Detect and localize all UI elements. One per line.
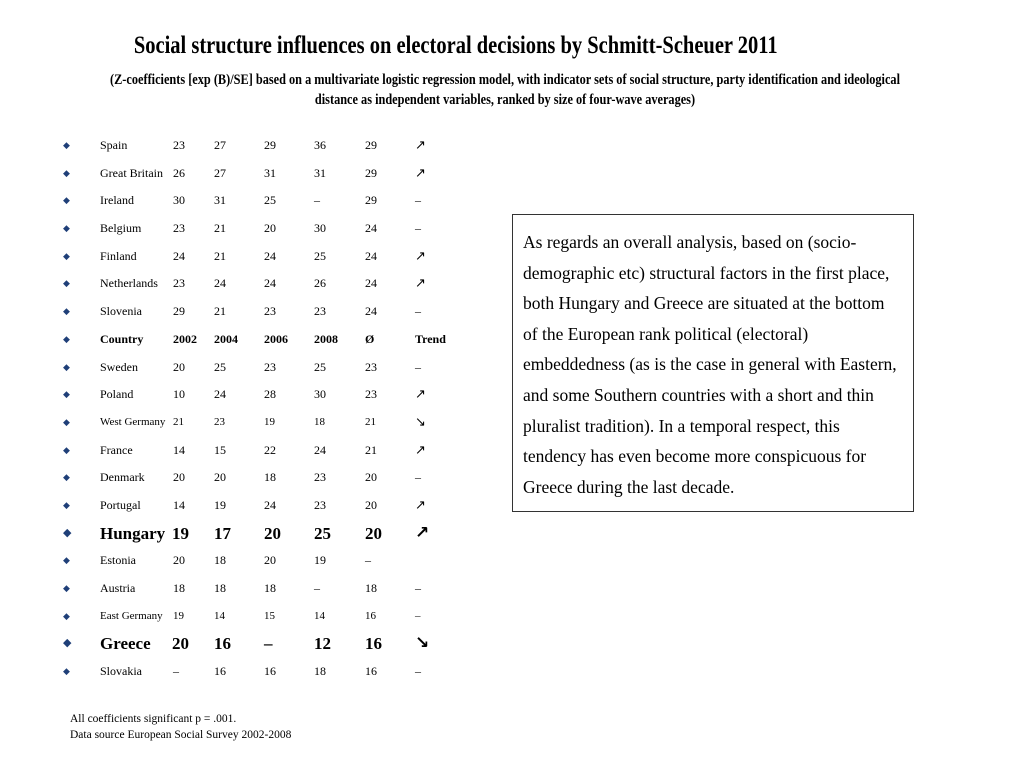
value-cell: 18 xyxy=(214,581,226,595)
trend-up-icon: ↗ xyxy=(415,165,426,181)
value-cell: 20 xyxy=(172,634,189,654)
country-table xyxy=(0,132,470,686)
country-name: Finland xyxy=(100,248,137,263)
value-cell: – xyxy=(314,193,320,208)
value-cell: – xyxy=(264,634,273,654)
value-cell: 23 xyxy=(314,497,326,512)
value-cell: 23 xyxy=(214,415,225,428)
trend-up-icon: ↗ xyxy=(415,138,426,153)
value-cell: 2006 xyxy=(264,331,288,346)
value-cell: 25 xyxy=(264,193,276,208)
value-cell: 30 xyxy=(314,221,326,236)
value-cell: 29 xyxy=(365,193,377,208)
value-cell: 24 xyxy=(365,304,377,319)
value-cell: – xyxy=(365,553,371,568)
trend-up-icon: ↗ xyxy=(415,442,426,458)
value-cell: 25 xyxy=(314,248,326,263)
country-name: Sweden xyxy=(100,359,138,374)
value-cell: 25 xyxy=(314,523,331,543)
bullet-icon: ◆ xyxy=(63,278,70,289)
trend-cell: – xyxy=(415,470,421,485)
bullet-icon: ◆ xyxy=(63,333,70,344)
trend-cell: – xyxy=(415,609,421,622)
value-cell: 27 xyxy=(214,165,226,180)
trend-cell: – xyxy=(415,359,421,374)
value-cell: 27 xyxy=(214,138,226,152)
bullet-icon: ◆ xyxy=(63,361,70,372)
value-cell: 23 xyxy=(314,304,326,319)
value-cell: 20 xyxy=(264,523,281,543)
value-cell: – xyxy=(173,664,179,679)
value-cell: 21 xyxy=(173,415,184,428)
value-cell: 24 xyxy=(365,248,377,263)
value-cell: 19 xyxy=(172,523,189,543)
country-name: Estonia xyxy=(100,553,136,568)
slide-title: Social structure influences on electoral decisions by Schmitt-Scheuer 2011 xyxy=(133,32,778,59)
trend-cell: – xyxy=(415,221,421,236)
analysis-note: As regards an overall analysis, based on (socio-demographic etc) structural factors in the first place, both Hungary and Greece are situated at the bottom of the European rank political (electoral) embeddedness (as is the case in general with Eastern, and some Southern countries with a short and thin pluralist tradition). In a temporal respect, this tendency has even become more conspicuous for Greece during the last decade. xyxy=(512,214,914,512)
table-row-greece xyxy=(0,630,470,658)
footnote-significance: All coefficients significant p = .001. xyxy=(70,713,237,725)
trend-cell: – xyxy=(415,581,421,595)
bullet-icon: ◆ xyxy=(63,499,70,510)
value-cell: 24 xyxy=(214,276,226,291)
trend-up-icon: ↗ xyxy=(415,522,430,543)
value-cell: 28 xyxy=(264,387,276,402)
value-cell: 20 xyxy=(264,221,276,236)
value-cell: 15 xyxy=(264,609,275,622)
value-cell: 10 xyxy=(173,387,185,402)
value-cell: 30 xyxy=(173,193,185,208)
table-row-east-germany xyxy=(0,603,470,631)
bullet-icon: ◆ xyxy=(63,416,70,427)
value-cell: 20 xyxy=(214,470,226,485)
bullet-icon: ◆ xyxy=(63,583,70,593)
value-cell: 2002 xyxy=(173,331,197,346)
value-cell: 29 xyxy=(365,138,377,152)
table-row-finland xyxy=(0,243,470,271)
value-cell: 2004 xyxy=(214,331,238,346)
value-cell: 23 xyxy=(365,359,377,374)
country-name: Great Britain xyxy=(100,165,163,180)
country-name: East Germany xyxy=(100,609,163,622)
value-cell: 24 xyxy=(365,276,377,291)
value-cell: 20 xyxy=(365,523,382,543)
table-row-spain xyxy=(0,132,470,160)
value-cell: 19 xyxy=(314,553,326,568)
bullet-icon: ◆ xyxy=(63,250,70,261)
country-name: Country xyxy=(100,331,144,346)
bullet-icon: ◆ xyxy=(63,140,70,150)
value-cell: 31 xyxy=(214,193,226,208)
table-row-denmark xyxy=(0,464,470,492)
value-cell: 20 xyxy=(173,470,185,485)
value-cell: 25 xyxy=(214,359,226,374)
value-cell: 23 xyxy=(173,138,185,152)
country-name: Denmark xyxy=(100,470,145,485)
table-row-belgium xyxy=(0,215,470,243)
value-cell: 18 xyxy=(214,553,226,568)
bullet-icon: ◆ xyxy=(63,472,70,483)
country-name: Poland xyxy=(100,387,134,402)
value-cell: 18 xyxy=(314,664,326,679)
country-name: Portugal xyxy=(100,497,141,512)
value-cell: – xyxy=(314,581,320,595)
value-cell: 12 xyxy=(314,634,331,654)
footnote xyxy=(70,711,291,743)
value-cell: 18 xyxy=(173,581,185,595)
value-cell: 23 xyxy=(314,470,326,485)
value-cell: 23 xyxy=(173,276,185,291)
table-row-slovakia xyxy=(0,658,470,686)
table-row-netherlands xyxy=(0,270,470,298)
bullet-icon: ◆ xyxy=(63,223,70,234)
value-cell: 24 xyxy=(264,276,276,291)
bullet-icon: ◆ xyxy=(63,637,72,650)
value-cell: 26 xyxy=(314,276,326,291)
value-cell: 26 xyxy=(173,165,185,180)
value-cell: 14 xyxy=(314,609,325,622)
country-name: Slovenia xyxy=(100,304,142,319)
table-row-austria xyxy=(0,575,470,603)
country-name: Netherlands xyxy=(100,276,158,291)
table-row-ireland xyxy=(0,187,470,215)
value-cell: 19 xyxy=(173,609,184,622)
table-row-estonia xyxy=(0,547,470,575)
table-row-portugal xyxy=(0,492,470,520)
value-cell: 17 xyxy=(214,523,231,543)
value-cell: 18 xyxy=(264,581,276,595)
country-name: France xyxy=(100,442,133,457)
value-cell: 24 xyxy=(214,387,226,402)
value-cell: 16 xyxy=(264,664,276,679)
value-cell: 20 xyxy=(264,553,276,568)
value-cell: 30 xyxy=(314,387,326,402)
value-cell: 16 xyxy=(214,634,231,654)
value-cell: 16 xyxy=(214,664,226,679)
table-row-great-britain xyxy=(0,160,470,188)
table-header-row xyxy=(0,326,470,354)
trend-up-icon: ↗ xyxy=(415,387,426,403)
value-cell: 29 xyxy=(173,304,185,319)
trend-cell: Trend xyxy=(415,331,446,346)
bullet-icon: ◆ xyxy=(63,444,70,455)
value-cell: 24 xyxy=(173,248,185,263)
trend-down-icon: ↘ xyxy=(415,633,430,654)
value-cell: 23 xyxy=(365,387,377,402)
value-cell: 29 xyxy=(264,138,276,152)
footnote-source: Data source European Social Survey 2002-2008 xyxy=(70,729,292,741)
value-cell: 23 xyxy=(173,221,185,236)
trend-cell: – xyxy=(415,193,421,208)
value-cell: 24 xyxy=(314,442,326,457)
trend-up-icon: ↗ xyxy=(415,497,426,513)
trend-cell: – xyxy=(415,664,421,679)
value-cell: 21 xyxy=(214,304,226,319)
value-cell: 16 xyxy=(365,664,377,679)
value-cell: 21 xyxy=(365,442,377,457)
value-cell: 31 xyxy=(314,165,326,180)
bullet-icon: ◆ xyxy=(63,666,70,677)
value-cell: 14 xyxy=(173,497,185,512)
value-cell: 22 xyxy=(264,442,276,457)
trend-cell: – xyxy=(415,304,421,319)
value-cell: 18 xyxy=(365,581,377,595)
table-row-sweden xyxy=(0,354,470,382)
trend-up-icon: ↗ xyxy=(415,276,426,292)
country-name: Hungary xyxy=(100,523,166,543)
value-cell: 24 xyxy=(365,221,377,236)
table-row-hungary xyxy=(0,520,470,548)
country-name: Belgium xyxy=(100,221,142,236)
value-cell: 25 xyxy=(314,359,326,374)
value-cell: 18 xyxy=(264,470,276,485)
value-cell: 2008 xyxy=(314,331,338,346)
table-row-france xyxy=(0,437,470,465)
bullet-icon: ◆ xyxy=(63,306,70,317)
country-name: Austria xyxy=(100,581,136,595)
value-cell: 24 xyxy=(264,248,276,263)
value-cell: 20 xyxy=(365,497,377,512)
bullet-icon: ◆ xyxy=(63,610,70,621)
country-name: Spain xyxy=(100,138,128,152)
value-cell: 20 xyxy=(365,470,377,485)
value-cell: 29 xyxy=(365,165,377,180)
bullet-icon: ◆ xyxy=(63,555,70,566)
bullet-icon: ◆ xyxy=(63,167,70,178)
value-cell: 23 xyxy=(264,304,276,319)
value-cell: 19 xyxy=(264,415,275,428)
value-cell: 21 xyxy=(214,248,226,263)
value-cell: 14 xyxy=(173,442,185,457)
bullet-icon: ◆ xyxy=(63,195,70,206)
value-cell: 15 xyxy=(214,442,226,457)
table-row-west-germany xyxy=(0,409,470,437)
value-cell: 18 xyxy=(314,415,325,428)
value-cell: 20 xyxy=(173,359,185,374)
value-cell: 21 xyxy=(214,221,226,236)
value-cell: 19 xyxy=(214,497,226,512)
slide-subtitle: (Z-coefficients [exp (B)/SE] based on a multivariate logistic regression model, with indicator sets of social structure, party identification and ideological distance as independent variables, ranked by size of four-wave averages) xyxy=(110,72,900,108)
value-cell: 21 xyxy=(365,415,376,428)
value-cell: 16 xyxy=(365,634,382,654)
table-row-poland xyxy=(0,381,470,409)
country-name: Ireland xyxy=(100,193,134,208)
trend-up-icon: ↗ xyxy=(415,248,426,264)
value-cell: 24 xyxy=(264,497,276,512)
value-cell: 20 xyxy=(173,553,185,568)
trend-down-icon: ↘ xyxy=(415,414,426,430)
value-cell: 31 xyxy=(264,165,276,180)
bullet-icon: ◆ xyxy=(63,389,70,400)
country-name: Slovakia xyxy=(100,664,142,679)
value-cell: 14 xyxy=(214,609,225,622)
value-cell: Ø xyxy=(365,331,375,346)
value-cell: 36 xyxy=(314,138,326,152)
bullet-icon: ◆ xyxy=(63,526,72,539)
table-row-slovenia xyxy=(0,298,470,326)
country-name: West Germany xyxy=(100,415,166,428)
value-cell: 23 xyxy=(264,359,276,374)
value-cell: 16 xyxy=(365,609,376,622)
country-name: Greece xyxy=(100,634,151,654)
